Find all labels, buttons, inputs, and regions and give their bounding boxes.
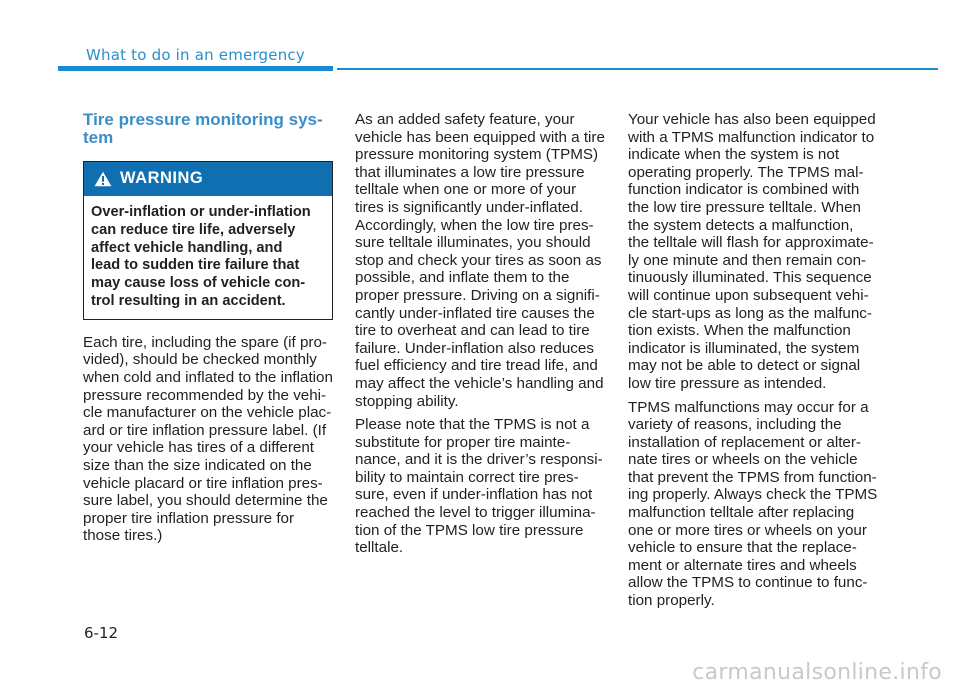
body-paragraph: Please note that the TPMS is not a substitute for proper tire mainte- nance, and it is the driver’s responsi- bility to maintain correct tire pres- sure, even if under-inflation has not reached the level to trigger illumina- tion of the TPMS low tire pressure telltale. [355, 416, 603, 557]
header-rule-thick [58, 66, 333, 71]
body-paragraph: As an added safety feature, your vehicle has been equipped with a tire pressure monitoring system (TPMS) that illuminates a low tire pressure telltale when one or more of your tires is significantly under-inflated. Accordingly, when the low tire pres- sure telltale illuminates, you should stop and check your tires as soon as possible, and inflate them to the proper pressure. Driving on a signifi- cantly under-inflated tire causes the tire to overheat and can lead to tire failure. Under-inflation also reduces fuel efficiency and tire tread life, and may affect the vehicle’s handling and stopping ability. [355, 111, 605, 410]
column-2 [355, 111, 605, 563]
section-heading: Tire pressure monitoring sys- tem [83, 110, 323, 147]
page-number: 6-12 [84, 624, 119, 642]
body-paragraph: Each tire, including the spare (if pro- vided), should be checked monthly when cold and inflated to the inflation pressure recommended by the vehi- cle manufacturer on the vehicle plac- ard or tire inflation pressure label. (If your vehicle has tires of a different size than the size indicated on the vehicle placard or tire inflation pres- sure label, you should determine the proper tire inflation pressure for those tires.) [83, 333, 333, 545]
warning-header [84, 162, 332, 196]
header-rule-thin [337, 68, 938, 70]
warning-box [83, 161, 333, 320]
column-3 [628, 111, 878, 616]
warning-triangle-icon [94, 171, 112, 187]
body-paragraph: Your vehicle has also been equipped with a TPMS malfunction indicator to indicate when the system is not operating properly. The TPMS mal- function indicator is combined with the low tire pressure telltale. When the system detects a malfunction, the telltale will flash for approximate- ly one minute and then remain con- tinuously illuminated. This sequence will continue upon subsequent vehi- cle start-ups as long as the malfunc- tion exists. When the malfunction indicator is illuminated, the system may not be able to detect or signal low tire pressure as intended. [628, 111, 876, 392]
section-title: What to do in an emergency [86, 46, 305, 64]
warning-label: WARNING [120, 169, 204, 188]
watermark: carmanualsonline.info [692, 660, 942, 685]
warning-text: Over-inflation or under-inflation can reduce tire life, adversely affect vehicle handling, and lead to sudden tire failure that may cause loss of vehicle con- trol resulting in an accident. [91, 204, 311, 309]
body-paragraph: TPMS malfunctions may occur for a variety of reasons, including the installation of replacement or alter- nate tires or wheels on the vehicle that prevent the TPMS from function- ing properly. Always check the TPMS malfunction telltale after replacing one or more tires or wheels on your vehicle to ensure that the replace- ment or alternate tires and wheels allow the TPMS to continue to func- tion properly. [628, 398, 878, 610]
column-1 [83, 111, 333, 551]
